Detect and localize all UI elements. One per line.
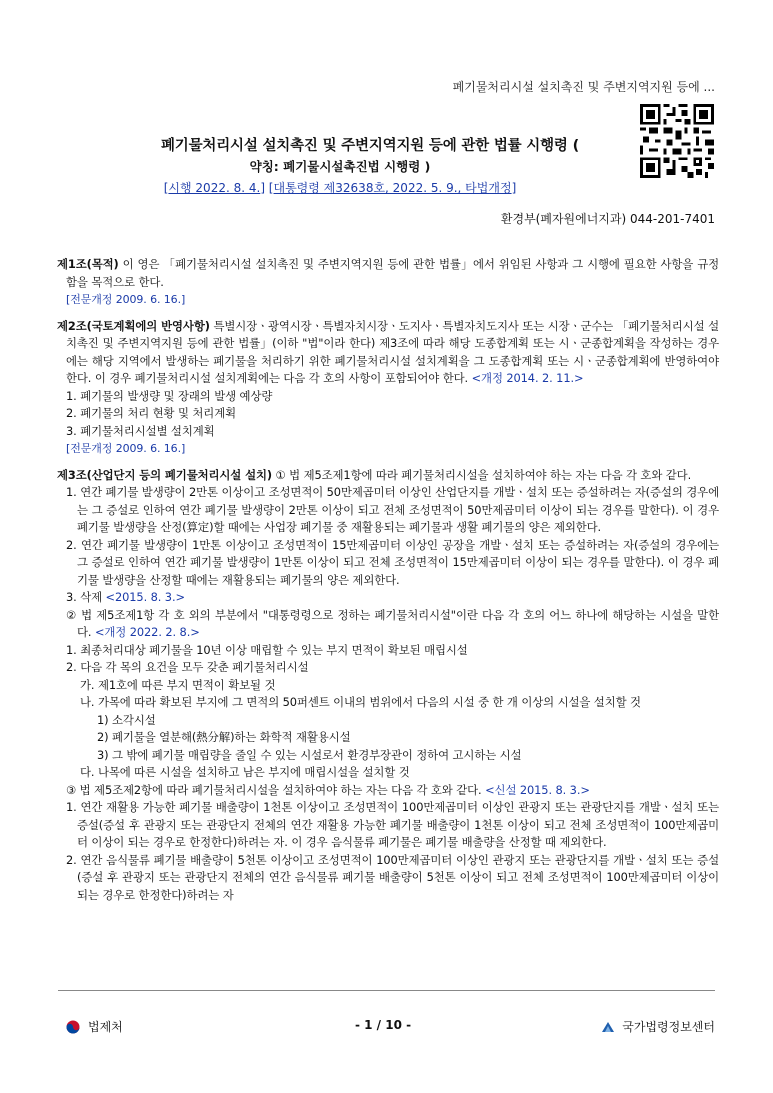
bracket: [: [163, 181, 169, 195]
paragraph-2: [57, 607, 719, 642]
list-item: 2. 다음 각 목의 요건을 모두 갖춘 폐기물처리시설: [66, 660, 309, 674]
article-text: 이 영은 「폐기물처리시설 설치촉진 및 주변지역지원 등에 관한 법률」에서 위임된 사항과 그 시행에 필요한 사항을 규정함을 목적으로 한다.: [66, 257, 719, 289]
law-body: [57, 256, 719, 904]
decree-link[interactable]: 대통령령 제32638호, 2022. 5. 9., 타법개정: [273, 181, 512, 195]
bracket: ]: [511, 181, 517, 195]
sub-sub-item: 1) 소각시설: [97, 712, 156, 727]
list-item: 1. 연간 재활용 가능한 폐기물 배출량이 1천톤 이상이고 조성면적이 100만제곱미터 이상인 관광지 또는 관광단지를 개발ㆍ설치 또는 증설(증설 후 관광지 또는 관광단지 전체의 연간 재활용 가능한 폐기물 배출량이 1천톤 이상이 되고 전체 조성면적이 100만제곱미터 이상이 되는 경우로 한정한다)하려는 자. 이 경우 음식물류 폐기물은 폐기물 배출량을 산정할 때 제외한다.: [66, 800, 719, 849]
article-text: ① 법 제5조제1항에 따라 폐기물처리시설을 설치하여야 하는 자는 다음 각 호와 같다.: [272, 467, 692, 482]
amendment-note[interactable]: <개정 2022. 2. 8.>: [94, 625, 200, 639]
effective-date-link[interactable]: 시행 2022. 8. 4.: [168, 181, 261, 195]
bracket: ] [: [260, 181, 274, 195]
footer-right: [600, 1018, 715, 1035]
article-heading: 제3조(산업단지 등의 폐기물처리시설 설치): [57, 467, 272, 482]
article-text: 특별시장ㆍ광역시장ㆍ특별자치시장ㆍ도지사ㆍ특별자치도지사 또는 시장ㆍ군수는 「폐기물처리시설 설치촉진 및 주변지역지원 등에 관한 법률」(이하 "법"이라 한다) 제3조에 따라 해당 도종합계획 또는 시ㆍ군종합계획을 작성하는 경우에는 해당 지역에서 발생하는 폐기물을 처리하기 위한 폐기물처리시설 설치계획을 그 도종합계획 또는 시ㆍ군종합계획에 반영하여야 한다. 이 경우 폐기물처리시설 설치계획에는 다음 각 호의 사항이 포함되어야 한다.: [66, 318, 719, 385]
paragraph-3: [57, 782, 719, 800]
list-item: 3. 폐기물처리시설별 설치계획: [66, 423, 215, 438]
taegeuk-logo-icon: [66, 1020, 80, 1034]
article-2: [57, 318, 719, 388]
list-item: 1. 연간 폐기물 발생량이 2만톤 이상이고 조성면적이 50만제곱미터 이상인 산업단지를 개발ㆍ설치 또는 증설하려는 자(증설의 경우에는 그 증설로 인하여 연간 폐기물 발생량이 2만톤 이상이 되고 전체 조성면적이 50만제곱미터 이상이 되는 경우를 말한다). 이 경우 폐기물 발생량을 산정(算定)할 때에는 사업장 폐기물 중 재활용되는 폐기물과 생활 폐기물의 양은 제외한다.: [66, 485, 719, 534]
list-item: 1. 최종처리대상 폐기물을 10년 이상 매립할 수 있는 부지 면적이 확보된 매립시설: [66, 642, 468, 657]
sub-sub-item: 3) 그 밖에 폐기물 매립량을 줄일 수 있는 시설로서 환경부장관이 정하여 고시하는 시설: [97, 747, 522, 762]
article-3: [57, 467, 719, 485]
document-title: 폐기물처리시설 설치촉진 및 주변지역지원 등에 관한 법률 시행령 (: [161, 138, 579, 154]
sub-item: 가. 제1호에 따른 부지 면적이 확보될 것: [80, 677, 276, 692]
law-center-logo-icon: [600, 1020, 616, 1034]
footer-center: 국가법령정보센터: [622, 1020, 715, 1034]
list-item: [57, 589, 719, 607]
footer-left: [66, 1018, 123, 1035]
running-head: 폐기물처리시설 설치촉진 및 주변지역지원 등에 ...: [452, 80, 715, 94]
list-item: 2. 연간 음식물류 폐기물 배출량이 5천톤 이상이고 조성면적이 100만제곱미터 이상인 관광지 또는 관광단지를 개발ㆍ설치 또는 증설(증설 후 관광지 또는 관광단지 전체의 연간 음식물류 폐기물 배출량이 5천톤 이상이 되고 전체 조성면적이 100만제곱미터 이상이 되는 경우로 한정한다)하려는 자: [66, 852, 719, 902]
amendment-note[interactable]: <개정 2014. 2. 11.>: [471, 371, 584, 385]
document-alias: 약칭: 폐기물시설촉진법 시행령 ): [249, 159, 431, 174]
sub-sub-item: 2) 폐기물을 열분해(熱分解)하는 화학적 재활용시설: [97, 730, 351, 744]
list-item: 2. 연간 폐기물 발생량이 1만톤 이상이고 조성면적이 15만제곱미터 이상인 공장을 개발ㆍ설치 또는 증설하려는 자(증설의 경우에는 그 증설로 인하여 연간 폐기물 발생량이 1만톤 이상이 되고 전체 조성면적이 15만제곱미터 이상이 되는 경우를 말한다). 이 경우 폐기물 발생량을 산정할 때에는 재활용되는 폐기물의 양은 제외한다.: [66, 537, 719, 587]
history-note[interactable]: [전문개정 2009. 6. 16.]: [66, 293, 186, 306]
list-item-text: 3. 삭제: [66, 590, 106, 604]
sub-item: 다. 나목에 따른 시설을 설치하고 남은 부지에 매립시설을 설치할 것: [80, 765, 410, 779]
paragraph-text: ② 법 제5조제1항 각 호 외의 부분에서 "대통령령으로 정하는 폐기물처리시설"이란 다음 각 호의 어느 하나에 해당하는 시설을 말한다.: [66, 607, 719, 639]
footer-divider: [58, 990, 715, 991]
history-note[interactable]: [전문개정 2009. 6. 16.]: [66, 442, 186, 455]
article-1: [57, 256, 719, 291]
amendment-note[interactable]: <2015. 8. 3.>: [105, 590, 185, 604]
footer-agency: 법제처: [88, 1020, 123, 1034]
article-heading: 제2조(국토계획에의 반영사항): [57, 318, 210, 333]
sub-item: 나. 가목에 따라 확보된 부지에 그 면적의 50퍼센트 이내의 범위에서 다음의 시설 중 한 개 이상의 시설을 설치할 것: [80, 695, 641, 709]
list-item: 1. 폐기물의 발생량 및 장래의 발생 예상량: [66, 388, 273, 403]
enforcement-info: [60, 179, 620, 196]
list-item: 2. 폐기물의 처리 현황 및 처리계획: [66, 406, 237, 420]
ministry-contact: 환경부(폐자원에너지과) 044-201-7401: [500, 212, 715, 226]
paragraph-text: ③ 법 제5조제2항에 따라 폐기물처리시설을 설치하여야 하는 자는 다음 각 호와 같다.: [66, 782, 486, 797]
page-number: - 1 / 10 -: [355, 1018, 412, 1032]
article-heading: 제1조(목적): [57, 257, 119, 271]
amendment-note[interactable]: <신설 2015. 8. 3.>: [485, 782, 590, 797]
